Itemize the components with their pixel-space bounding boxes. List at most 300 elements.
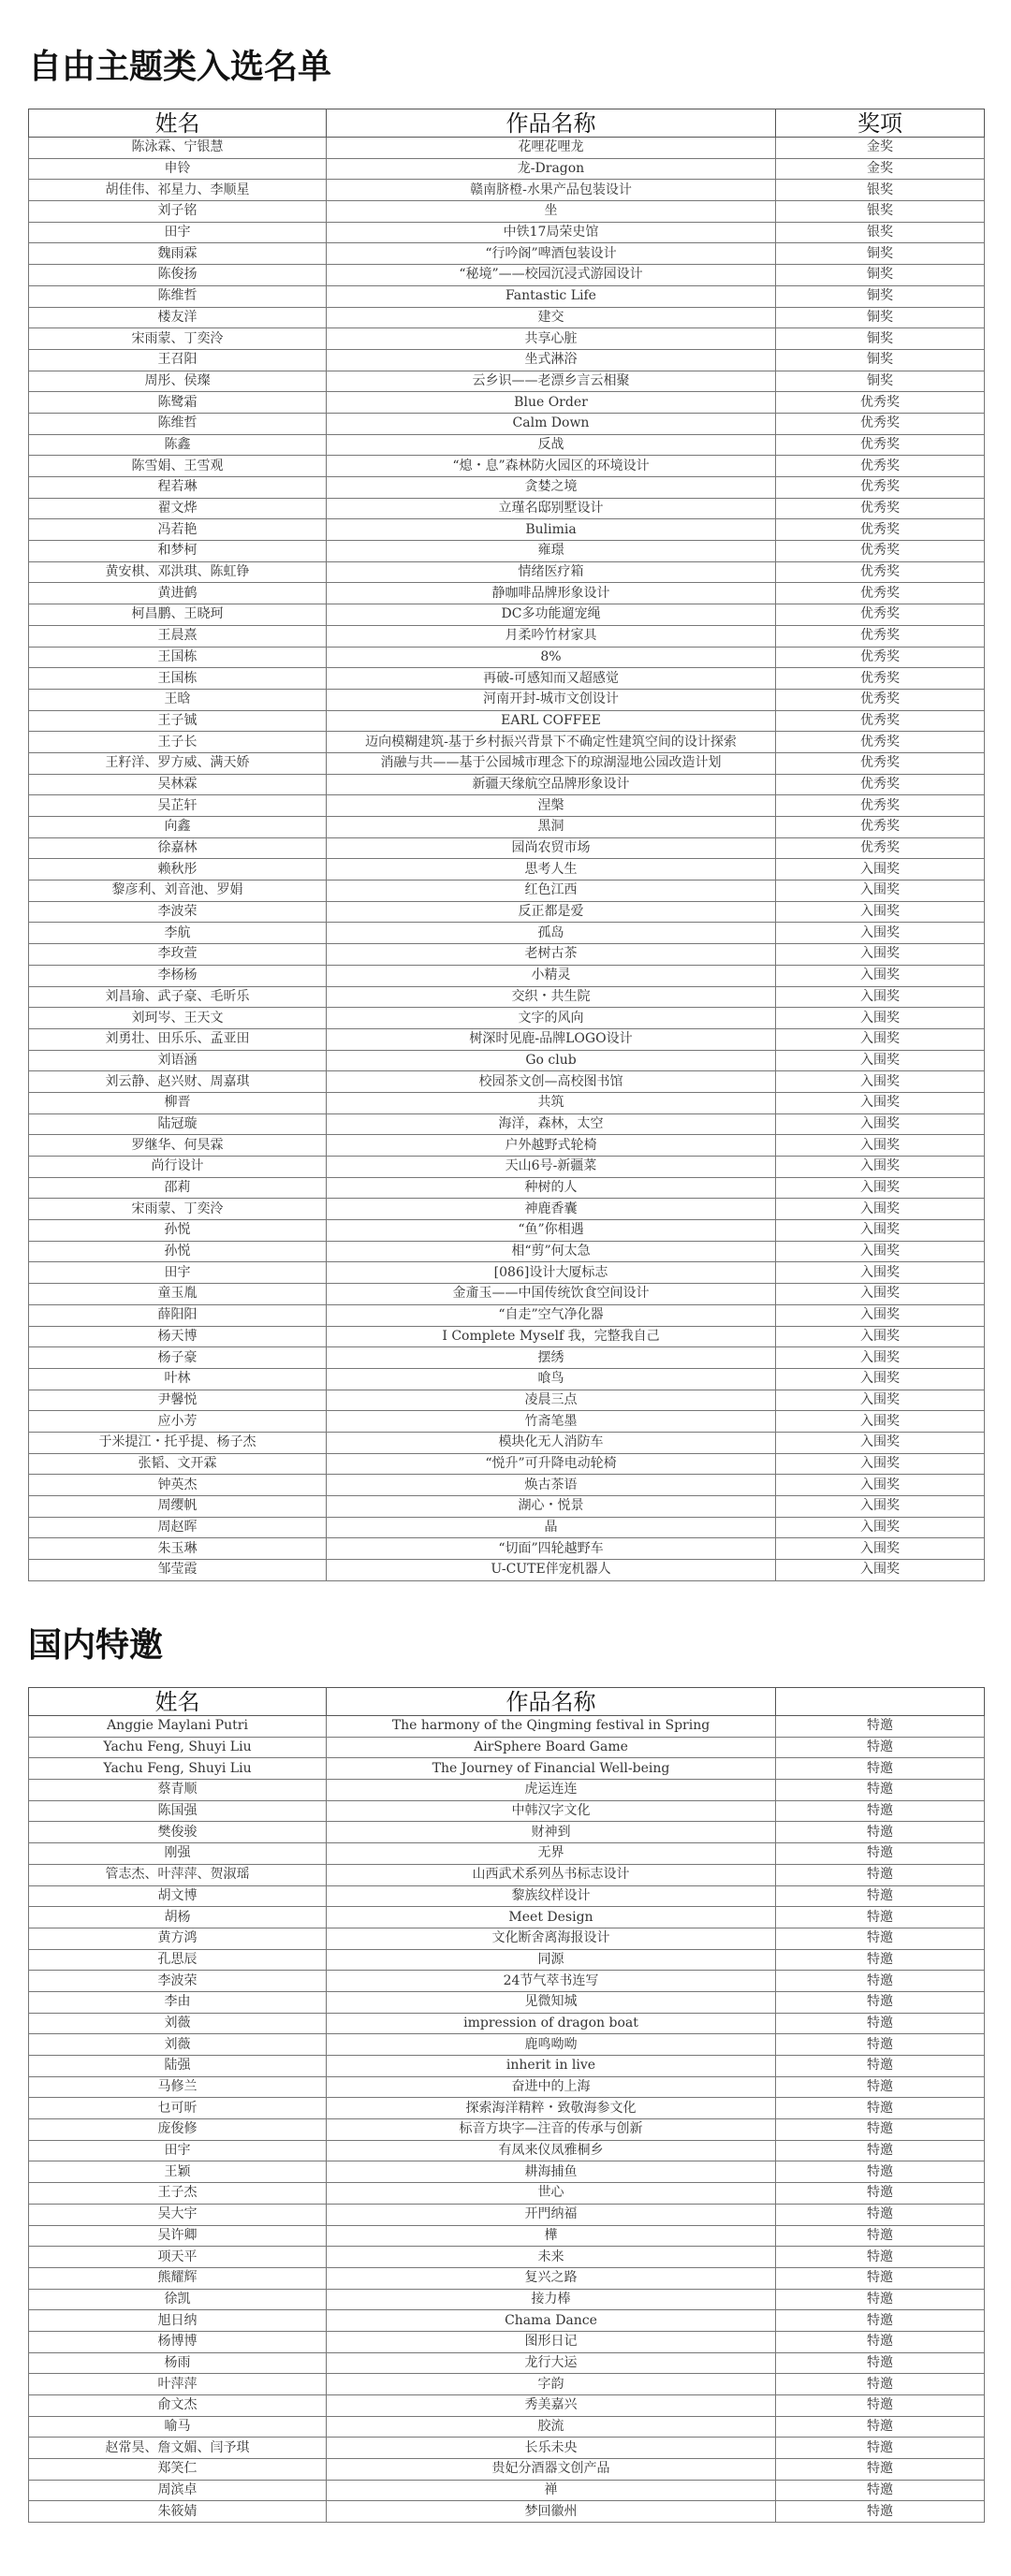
- table-row: [29, 1843, 985, 1865]
- table-row: [29, 583, 985, 604]
- cell-work: 焕古茶语: [327, 1475, 776, 1496]
- cell-name: 和梦柯: [29, 541, 327, 562]
- cell-name: 胡文博: [29, 1885, 327, 1907]
- cell-name: 邵莉: [29, 1177, 327, 1199]
- cell-name: 王子长: [29, 732, 327, 753]
- cell-name: 樊俊骏: [29, 1822, 327, 1843]
- cell-award: 银奖: [776, 222, 985, 243]
- free-theme-table: [28, 109, 985, 1581]
- cell-work: Fantastic Life: [327, 285, 776, 307]
- table-row: [29, 1050, 985, 1071]
- cell-award: 入围奖: [776, 923, 985, 944]
- table-row: [29, 1453, 985, 1475]
- table-row: [29, 2161, 985, 2183]
- cell-name: 旭日纳: [29, 2310, 327, 2332]
- table-row: [29, 859, 985, 880]
- cell-award: 特邀: [776, 2501, 985, 2523]
- cell-work: 接力棒: [327, 2289, 776, 2310]
- cell-award: 特邀: [776, 1864, 985, 1885]
- cell-award: 入围奖: [776, 1262, 985, 1284]
- cell-work: 长乐未央: [327, 2438, 776, 2459]
- cell-work: 贵妃分酒器文创产品: [327, 2459, 776, 2481]
- cell-name: 周滨卓: [29, 2480, 327, 2501]
- table-row: [29, 986, 985, 1008]
- table-row: [29, 2352, 985, 2374]
- cell-work: 坐: [327, 201, 776, 223]
- cell-work: Meet Design: [327, 1907, 776, 1928]
- cell-name: 孙悦: [29, 1241, 327, 1262]
- cell-work: 24节气萃书连写: [327, 1971, 776, 1992]
- cell-name: 徐凯: [29, 2289, 327, 2310]
- table-row: [29, 1907, 985, 1928]
- table-row: [29, 1390, 985, 1411]
- cell-award: 铜奖: [776, 371, 985, 392]
- cell-award: 特邀: [776, 2013, 985, 2034]
- cell-name: 王子杰: [29, 2183, 327, 2205]
- cell-work: 龙-Dragon: [327, 158, 776, 180]
- cell-work: 摆绣: [327, 1347, 776, 1369]
- table-row: [29, 1971, 985, 1992]
- cell-name: 钟英杰: [29, 1475, 327, 1496]
- cell-work: 老树古茶: [327, 944, 776, 966]
- table-row: [29, 201, 985, 223]
- cell-work: 种树的人: [327, 1177, 776, 1199]
- cell-name: 吴林霖: [29, 774, 327, 795]
- cell-work: 月柔吟竹材家具: [327, 625, 776, 647]
- cell-name: Yachu Feng, Shuyi Liu: [29, 1758, 327, 1780]
- cell-work: 神鹿香囊: [327, 1199, 776, 1220]
- header-name: 姓名: [29, 109, 327, 138]
- cell-work: 有凤来仪凤雅桐乡: [327, 2140, 776, 2161]
- cell-award: 特邀: [776, 2459, 985, 2481]
- cell-award: 特邀: [776, 2140, 985, 2161]
- cell-name: 冯若艳: [29, 519, 327, 541]
- table-row: [29, 1716, 985, 1738]
- table-row: [29, 1326, 985, 1347]
- cell-work: 云乡识——老漂乡言云相聚: [327, 371, 776, 392]
- table-row: [29, 2501, 985, 2523]
- cell-award: 入围奖: [776, 1304, 985, 1326]
- cell-award: 入围奖: [776, 859, 985, 880]
- table-row: [29, 1008, 985, 1029]
- cell-award: 入围奖: [776, 1326, 985, 1347]
- cell-award: 入围奖: [776, 1284, 985, 1305]
- table-row: [29, 561, 985, 583]
- table-row: [29, 2480, 985, 2501]
- table-row: [29, 158, 985, 180]
- cell-award: 特邀: [776, 1907, 985, 1928]
- cell-work: 模块化无人消防车: [327, 1432, 776, 1453]
- cell-name: 李航: [29, 923, 327, 944]
- cell-work: 竹斋笔墨: [327, 1411, 776, 1433]
- cell-award: 入围奖: [776, 1050, 985, 1071]
- cell-name: 杨子豪: [29, 1347, 327, 1369]
- cell-work: Blue Order: [327, 392, 776, 414]
- header-award: [776, 1688, 985, 1716]
- cell-award: 特邀: [776, 2098, 985, 2119]
- cell-work: Bulimia: [327, 519, 776, 541]
- table-row: [29, 2438, 985, 2459]
- cell-work: I Complete Myself 我，完整我自己: [327, 1326, 776, 1347]
- cell-award: 优秀奖: [776, 498, 985, 519]
- cell-work: 文化断舍离海报设计: [327, 1928, 776, 1949]
- table-row: [29, 498, 985, 519]
- cell-work: U-CUTE伴宠机器人: [327, 1560, 776, 1581]
- table-row: [29, 285, 985, 307]
- table-row: [29, 371, 985, 392]
- cell-work: 涅槃: [327, 795, 776, 817]
- table-row: [29, 2331, 985, 2352]
- cell-name: 叶萍萍: [29, 2374, 327, 2395]
- cell-name: 陈鹭霜: [29, 392, 327, 414]
- table-row: [29, 1284, 985, 1305]
- cell-award: 入围奖: [776, 1390, 985, 1411]
- cell-work: 共享心脏: [327, 328, 776, 350]
- cell-award: 优秀奖: [776, 752, 985, 774]
- table-row: [29, 222, 985, 243]
- cell-award: 特邀: [776, 2289, 985, 2310]
- cell-name: 杨天博: [29, 1326, 327, 1347]
- table-row: [29, 2374, 985, 2395]
- cell-award: 入围奖: [776, 1177, 985, 1199]
- cell-name: 陈维哲: [29, 285, 327, 307]
- table-row: [29, 2183, 985, 2205]
- cell-name: 刘子铭: [29, 201, 327, 223]
- cell-name: 刘薇: [29, 2013, 327, 2034]
- table-row: [29, 710, 985, 732]
- cell-award: 入围奖: [776, 1028, 985, 1050]
- cell-work: 再破-可感知而又超感觉: [327, 668, 776, 690]
- cell-name: 陆强: [29, 2056, 327, 2077]
- cell-work: “行吟阁”啤酒包装设计: [327, 243, 776, 265]
- cell-work: 龙行大运: [327, 2352, 776, 2374]
- cell-work: 户外越野式轮椅: [327, 1135, 776, 1157]
- table-row: [29, 1199, 985, 1220]
- cell-name: 童玉胤: [29, 1284, 327, 1305]
- cell-work: 未来: [327, 2247, 776, 2268]
- cell-award: 特邀: [776, 1822, 985, 1843]
- table-row: [29, 2459, 985, 2481]
- table-row: [29, 1028, 985, 1050]
- cell-work: 图形日记: [327, 2331, 776, 2352]
- cell-work: 梦回徽州: [327, 2501, 776, 2523]
- table-row: [29, 944, 985, 966]
- cell-award: 特邀: [776, 2225, 985, 2247]
- free-theme-title: 自由主题类入选名单: [28, 48, 332, 86]
- cell-name: 黄进鹤: [29, 583, 327, 604]
- cell-name: 孙悦: [29, 1220, 327, 1242]
- table-row: [29, 795, 985, 817]
- cell-award: 特邀: [776, 2395, 985, 2417]
- cell-award: 入围奖: [776, 1008, 985, 1029]
- cell-award: 特邀: [776, 1928, 985, 1949]
- table-row: [29, 1092, 985, 1113]
- cell-work: 奋进中的上海: [327, 2076, 776, 2098]
- table-row: [29, 837, 985, 859]
- header-award: 奖项: [776, 109, 985, 138]
- cell-work: “熄・息”森林防火园区的环境设计: [327, 456, 776, 477]
- cell-name: 向鑫: [29, 817, 327, 838]
- cell-award: 优秀奖: [776, 817, 985, 838]
- cell-award: 特邀: [776, 1737, 985, 1758]
- cell-work: 胶流: [327, 2416, 776, 2438]
- cell-award: 入围奖: [776, 965, 985, 986]
- cell-work: 喰鸟: [327, 1368, 776, 1390]
- cell-award: 入围奖: [776, 1157, 985, 1178]
- cell-name: 项天平: [29, 2247, 327, 2268]
- cell-award: 特邀: [776, 2183, 985, 2205]
- cell-award: 特邀: [776, 2034, 985, 2056]
- cell-work: DC多功能遛宠绳: [327, 604, 776, 626]
- cell-work: 樺: [327, 2225, 776, 2247]
- table-row: [29, 2310, 985, 2332]
- cell-award: 特邀: [776, 2204, 985, 2225]
- table-row: [29, 1135, 985, 1157]
- table-row: [29, 1411, 985, 1433]
- cell-work: 世心: [327, 2183, 776, 2205]
- cell-name: 黎彦利、刘音池、罗娟: [29, 880, 327, 902]
- cell-award: 优秀奖: [776, 519, 985, 541]
- cell-name: 陈国强: [29, 1800, 327, 1822]
- cell-work: The harmony of the Qingming festival in Spring: [327, 1716, 776, 1738]
- cell-name: 田宇: [29, 222, 327, 243]
- cell-award: 特邀: [776, 2331, 985, 2352]
- cell-work: 财神到: [327, 1822, 776, 1843]
- cell-name: 管志杰、叶萍萍、贺淑瑶: [29, 1864, 327, 1885]
- table-row: [29, 541, 985, 562]
- cell-name: 黄方鸿: [29, 1928, 327, 1949]
- cell-work: 黑洞: [327, 817, 776, 838]
- cell-name: 刚强: [29, 1843, 327, 1865]
- table-row: [29, 1157, 985, 1178]
- cell-work: 天山6号-新疆菜: [327, 1157, 776, 1178]
- cell-name: 柳晋: [29, 1092, 327, 1113]
- cell-work: 交织・共生院: [327, 986, 776, 1008]
- cell-name: 赖秋彤: [29, 859, 327, 880]
- table-row: [29, 413, 985, 434]
- cell-name: 熊耀辉: [29, 2267, 327, 2289]
- cell-work: 鹿鸣呦呦: [327, 2034, 776, 2056]
- cell-award: 入围奖: [776, 1517, 985, 1538]
- cell-name: 王召阳: [29, 349, 327, 371]
- cell-award: 铜奖: [776, 285, 985, 307]
- table-row: [29, 1885, 985, 1907]
- cell-work: 消融与共——基于公园城市理念下的琼湖湿地公园改造计划: [327, 752, 776, 774]
- cell-award: 入围奖: [776, 1092, 985, 1113]
- cell-work: 中铁17局荣史馆: [327, 222, 776, 243]
- cell-work: 虎运连连: [327, 1780, 776, 1801]
- cell-award: 优秀奖: [776, 456, 985, 477]
- table-row: [29, 519, 985, 541]
- table-row: [29, 1304, 985, 1326]
- cell-name: Yachu Feng, Shuyi Liu: [29, 1737, 327, 1758]
- cell-award: 特邀: [776, 1780, 985, 1801]
- cell-name: 朱玉琳: [29, 1538, 327, 1560]
- table-row: [29, 1560, 985, 1581]
- table-row: [29, 1800, 985, 1822]
- cell-name: 李杨杨: [29, 965, 327, 986]
- cell-name: 罗继华、何昊霖: [29, 1135, 327, 1157]
- table-row: [29, 752, 985, 774]
- cell-award: 银奖: [776, 180, 985, 201]
- cell-name: 乜可昕: [29, 2098, 327, 2119]
- table-row: [29, 1262, 985, 1284]
- cell-award: 铜奖: [776, 328, 985, 350]
- cell-name: 李波荣: [29, 1971, 327, 1992]
- cell-work: “秘境”——校园沉浸式游园设计: [327, 265, 776, 286]
- cell-award: 入围奖: [776, 1538, 985, 1560]
- cell-work: 相“剪”何太急: [327, 1241, 776, 1262]
- domestic-invited-rows: [29, 1716, 985, 2523]
- cell-award: 入围奖: [776, 1113, 985, 1135]
- table-row: [29, 625, 985, 647]
- cell-award: 优秀奖: [776, 795, 985, 817]
- table-row: [29, 1928, 985, 1949]
- table-row: [29, 2056, 985, 2077]
- table-row: [29, 817, 985, 838]
- table-row: [29, 1347, 985, 1369]
- cell-name: 俞文杰: [29, 2395, 327, 2417]
- cell-name: 王子铖: [29, 710, 327, 732]
- table-row: [29, 477, 985, 499]
- cell-name: 陈雪娟、王雪观: [29, 456, 327, 477]
- cell-name: 胡杨: [29, 1907, 327, 1928]
- cell-work: “切面”四轮越野车: [327, 1538, 776, 1560]
- cell-name: 田宇: [29, 2140, 327, 2161]
- cell-work: 同源: [327, 1949, 776, 1971]
- table-row: [29, 1368, 985, 1390]
- cell-award: 特邀: [776, 2119, 985, 2141]
- cell-work: 禅: [327, 2480, 776, 2501]
- cell-award: 特邀: [776, 2438, 985, 2459]
- cell-work: 标音方块字—注音的传承与创新: [327, 2119, 776, 2141]
- cell-award: 特邀: [776, 2352, 985, 2374]
- cell-name: 郑笑仁: [29, 2459, 327, 2481]
- cell-name: 程若琳: [29, 477, 327, 499]
- cell-work: impression of dragon boat: [327, 2013, 776, 2034]
- cell-award: 入围奖: [776, 1411, 985, 1433]
- cell-award: 优秀奖: [776, 625, 985, 647]
- cell-work: 文字的风向: [327, 1008, 776, 1029]
- table-row: [29, 604, 985, 626]
- table-row: [29, 2013, 985, 2034]
- cell-award: 特邀: [776, 2416, 985, 2438]
- table-row: [29, 1864, 985, 1885]
- cell-work: 黎族纹样设计: [327, 1885, 776, 1907]
- cell-work: “鱼”你相遇: [327, 1220, 776, 1242]
- cell-award: 入围奖: [776, 1241, 985, 1262]
- cell-name: 翟文烨: [29, 498, 327, 519]
- table-row: [29, 1822, 985, 1843]
- header-work: 作品名称: [327, 1688, 776, 1716]
- table-row: [29, 349, 985, 371]
- cell-award: 特邀: [776, 1991, 985, 2013]
- table-row: [29, 2076, 985, 2098]
- cell-award: 入围奖: [776, 1475, 985, 1496]
- table-row: [29, 2416, 985, 2438]
- cell-work: 湖心・悦景: [327, 1496, 776, 1518]
- cell-award: 优秀奖: [776, 647, 985, 668]
- table-row: [29, 689, 985, 710]
- cell-name: 吴大宇: [29, 2204, 327, 2225]
- cell-name: 刘昌瑜、武子豪、毛昕乐: [29, 986, 327, 1008]
- cell-name: 陈维哲: [29, 413, 327, 434]
- cell-work: 山西武术系列丛书标志设计: [327, 1864, 776, 1885]
- cell-name: 王籽洋、罗方威、满天娇: [29, 752, 327, 774]
- cell-award: 优秀奖: [776, 837, 985, 859]
- cell-name: 田宇: [29, 1262, 327, 1284]
- table-row: [29, 1432, 985, 1453]
- cell-award: 特邀: [776, 1843, 985, 1865]
- cell-work: 赣南脐橙-水果产品包装设计: [327, 180, 776, 201]
- cell-award: 铜奖: [776, 307, 985, 328]
- cell-award: 特邀: [776, 2056, 985, 2077]
- table-row: [29, 774, 985, 795]
- cell-work: 复兴之路: [327, 2267, 776, 2289]
- cell-award: 优秀奖: [776, 689, 985, 710]
- cell-award: 入围奖: [776, 1453, 985, 1475]
- cell-name: 宋雨蒙、丁奕泠: [29, 1199, 327, 1220]
- cell-work: 建交: [327, 307, 776, 328]
- cell-work: 开門纳福: [327, 2204, 776, 2225]
- table-row: [29, 2140, 985, 2161]
- cell-award: 特邀: [776, 1885, 985, 1907]
- cell-award: 特邀: [776, 2161, 985, 2183]
- cell-work: Calm Down: [327, 413, 776, 434]
- cell-name: 王颖: [29, 2161, 327, 2183]
- cell-award: 特邀: [776, 1716, 985, 1738]
- cell-work: 静咖啡品牌形象设计: [327, 583, 776, 604]
- cell-work: AirSphere Board Game: [327, 1737, 776, 1758]
- cell-work: 8%: [327, 647, 776, 668]
- table-row: [29, 2225, 985, 2247]
- table-row: [29, 647, 985, 668]
- cell-name: 周赵晖: [29, 1517, 327, 1538]
- cell-work: 思考人生: [327, 859, 776, 880]
- table-row: [29, 668, 985, 690]
- table-row: [29, 1991, 985, 2013]
- table-row: [29, 456, 985, 477]
- table-row: [29, 1538, 985, 1560]
- cell-award: 特邀: [776, 1971, 985, 1992]
- cell-name: 叶林: [29, 1368, 327, 1390]
- table-row: [29, 965, 985, 986]
- cell-award: 入围奖: [776, 1560, 985, 1581]
- cell-name: 刘薇: [29, 2034, 327, 2056]
- cell-name: 刘语涵: [29, 1050, 327, 1071]
- cell-name: 陆冠璇: [29, 1113, 327, 1135]
- cell-award: 入围奖: [776, 1220, 985, 1242]
- table-row: [29, 1758, 985, 1780]
- cell-work: Chama Dance: [327, 2310, 776, 2332]
- cell-name: 李波荣: [29, 901, 327, 923]
- cell-work: 花哩花哩龙: [327, 138, 776, 159]
- table-row: [29, 392, 985, 414]
- cell-name: 陈鑫: [29, 434, 327, 456]
- cell-name: 周彤、侯璨: [29, 371, 327, 392]
- cell-work: 校园茶文创—高校图书馆: [327, 1071, 776, 1093]
- cell-award: 入围奖: [776, 1496, 985, 1518]
- cell-name: 陈泳霖、宁银慧: [29, 138, 327, 159]
- table-row: [29, 434, 985, 456]
- header-work: 作品名称: [327, 109, 776, 138]
- cell-award: 特邀: [776, 2310, 985, 2332]
- table-row: [29, 1496, 985, 1518]
- table-header-row: [29, 109, 985, 138]
- table-row: [29, 2204, 985, 2225]
- cell-name: 庞俊修: [29, 2119, 327, 2141]
- cell-work: The Journey of Financial Well-being: [327, 1758, 776, 1780]
